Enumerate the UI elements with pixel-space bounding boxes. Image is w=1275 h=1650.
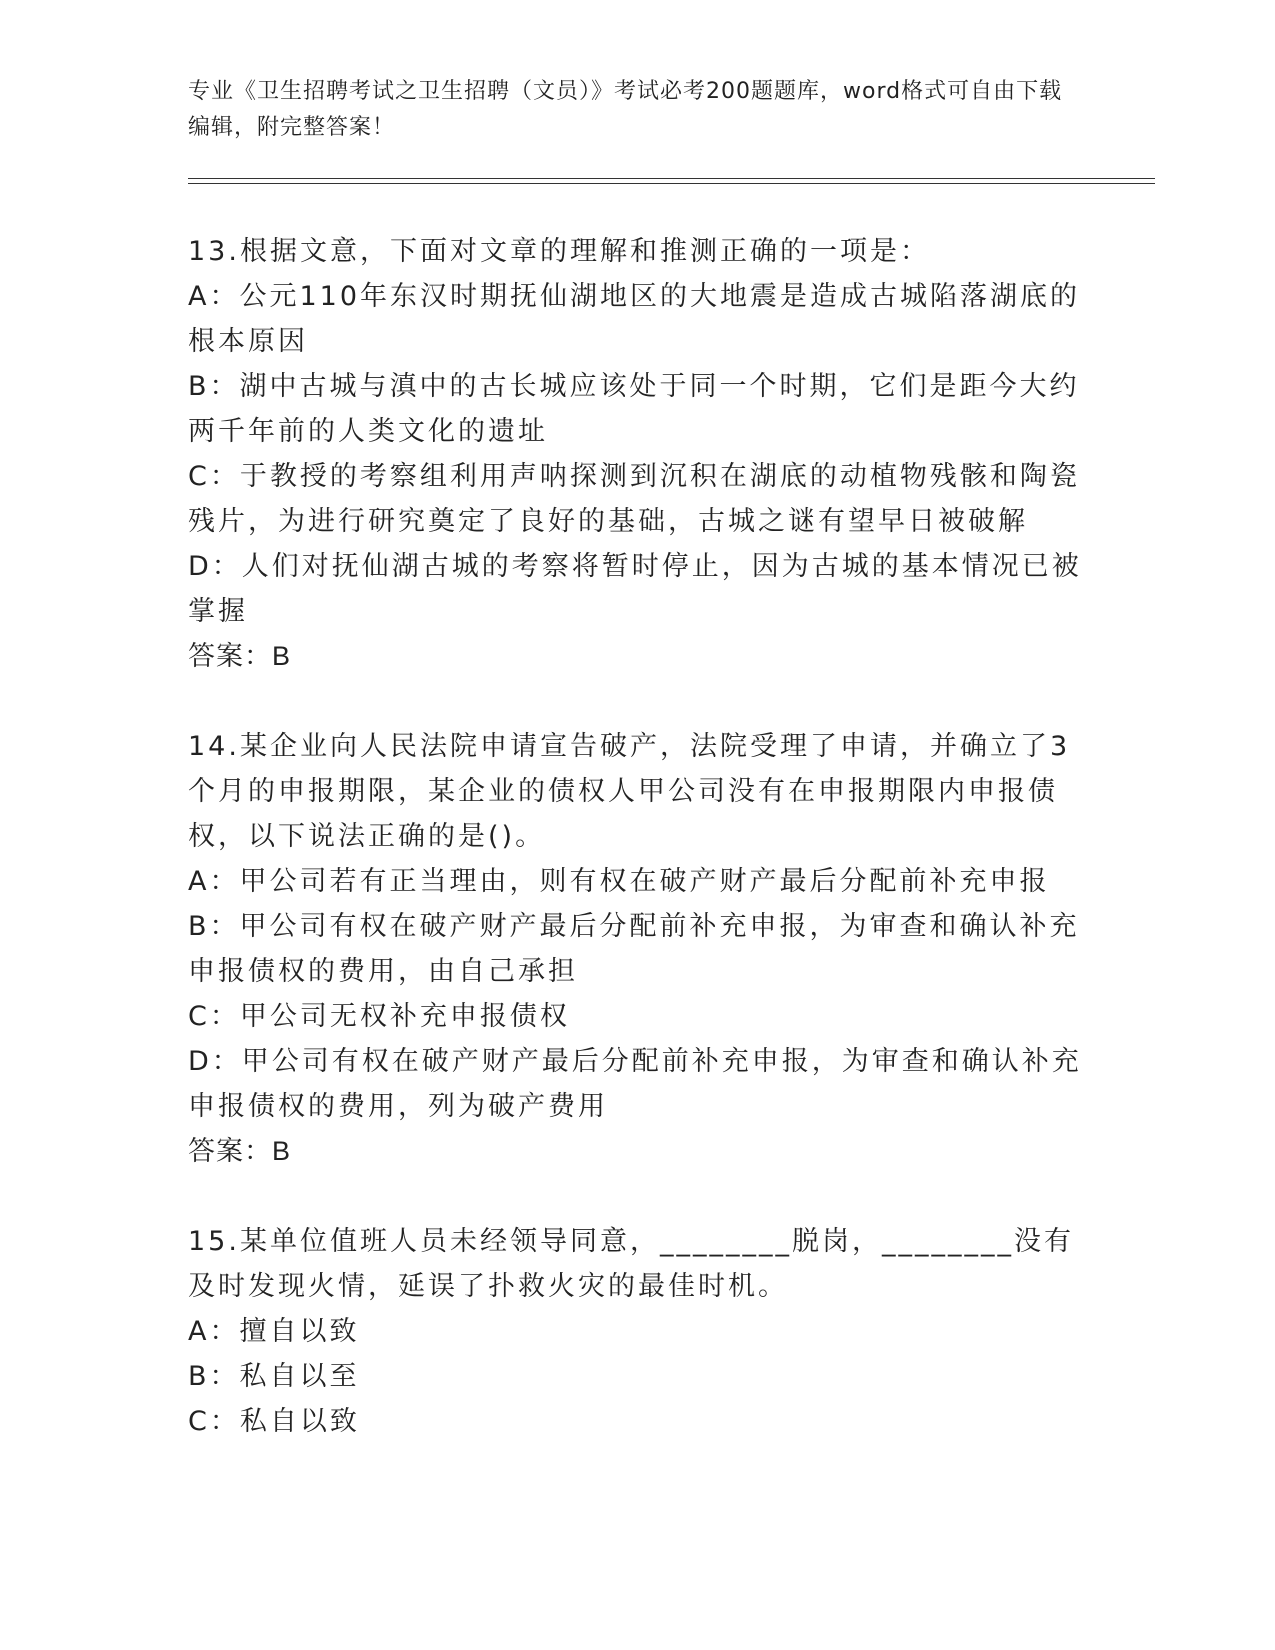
option-b: B：甲公司有权在破产财产最后分配前补充申报，为审查和确认补充申报债权的费用，由自己承担 (188, 911, 1080, 987)
option-c: C：甲公司无权补充申报债权 (188, 1001, 570, 1032)
option-a: A：甲公司若有正当理由，则有权在破产财产最后分配前补充申报 (188, 866, 1050, 897)
question-15 (188, 1219, 1088, 1444)
question-stem: 15.某单位值班人员未经领导同意，________脱岗，________没有及时发现火情，延误了扑救火灾的最佳时机。 (188, 1226, 1074, 1302)
question-stem: 13.根据文意，下面对文章的理解和推测正确的一项是： (188, 236, 930, 267)
question-14 (188, 724, 1088, 1174)
option-a: A：公元110年东汉时期抚仙湖地区的大地震是造成古城陷落湖底的根本原因 (188, 281, 1081, 357)
option-b: B：湖中古城与滇中的古长城应该处于同一个时期，它们是距今大约两千年前的人类文化的遗址 (188, 371, 1080, 447)
option-b: B：私自以至 (188, 1361, 360, 1392)
question-stem: 14.某企业向人民法院申请宣告破产，法院受理了申请，并确立了3个月的申报期限，某企业的债权人甲公司没有在申报期限内申报债权，以下说法正确的是()。 (188, 731, 1071, 852)
option-d: D：甲公司有权在破产财产最后分配前补充申报，为审查和确认补充申报债权的费用，列为破产费用 (188, 1046, 1082, 1122)
header-divider-bottom (188, 183, 1155, 184)
option-a: A：擅自以致 (188, 1316, 360, 1347)
answer-text: 答案：B (188, 641, 292, 671)
option-d: D：人们对抚仙湖古城的考察将暂时停止，因为古城的基本情况已被掌握 (188, 551, 1082, 627)
question-13 (188, 229, 1088, 679)
answer-text: 答案：B (188, 1136, 292, 1166)
document-header (188, 74, 1068, 146)
header-divider-top (188, 178, 1155, 179)
option-c: C：于教授的考察组利用声呐探测到沉积在湖底的动植物残骸和陶瓷残片，为进行研究奠定了良好的基础，古城之谜有望早日被破解 (188, 461, 1080, 537)
question-list (188, 229, 1088, 1489)
header-title: 专业《卫生招聘考试之卫生招聘（文员）》考试必考200题题库，word格式可自由下载编辑，附完整答案！ (188, 79, 1063, 140)
option-c: C：私自以致 (188, 1406, 360, 1437)
